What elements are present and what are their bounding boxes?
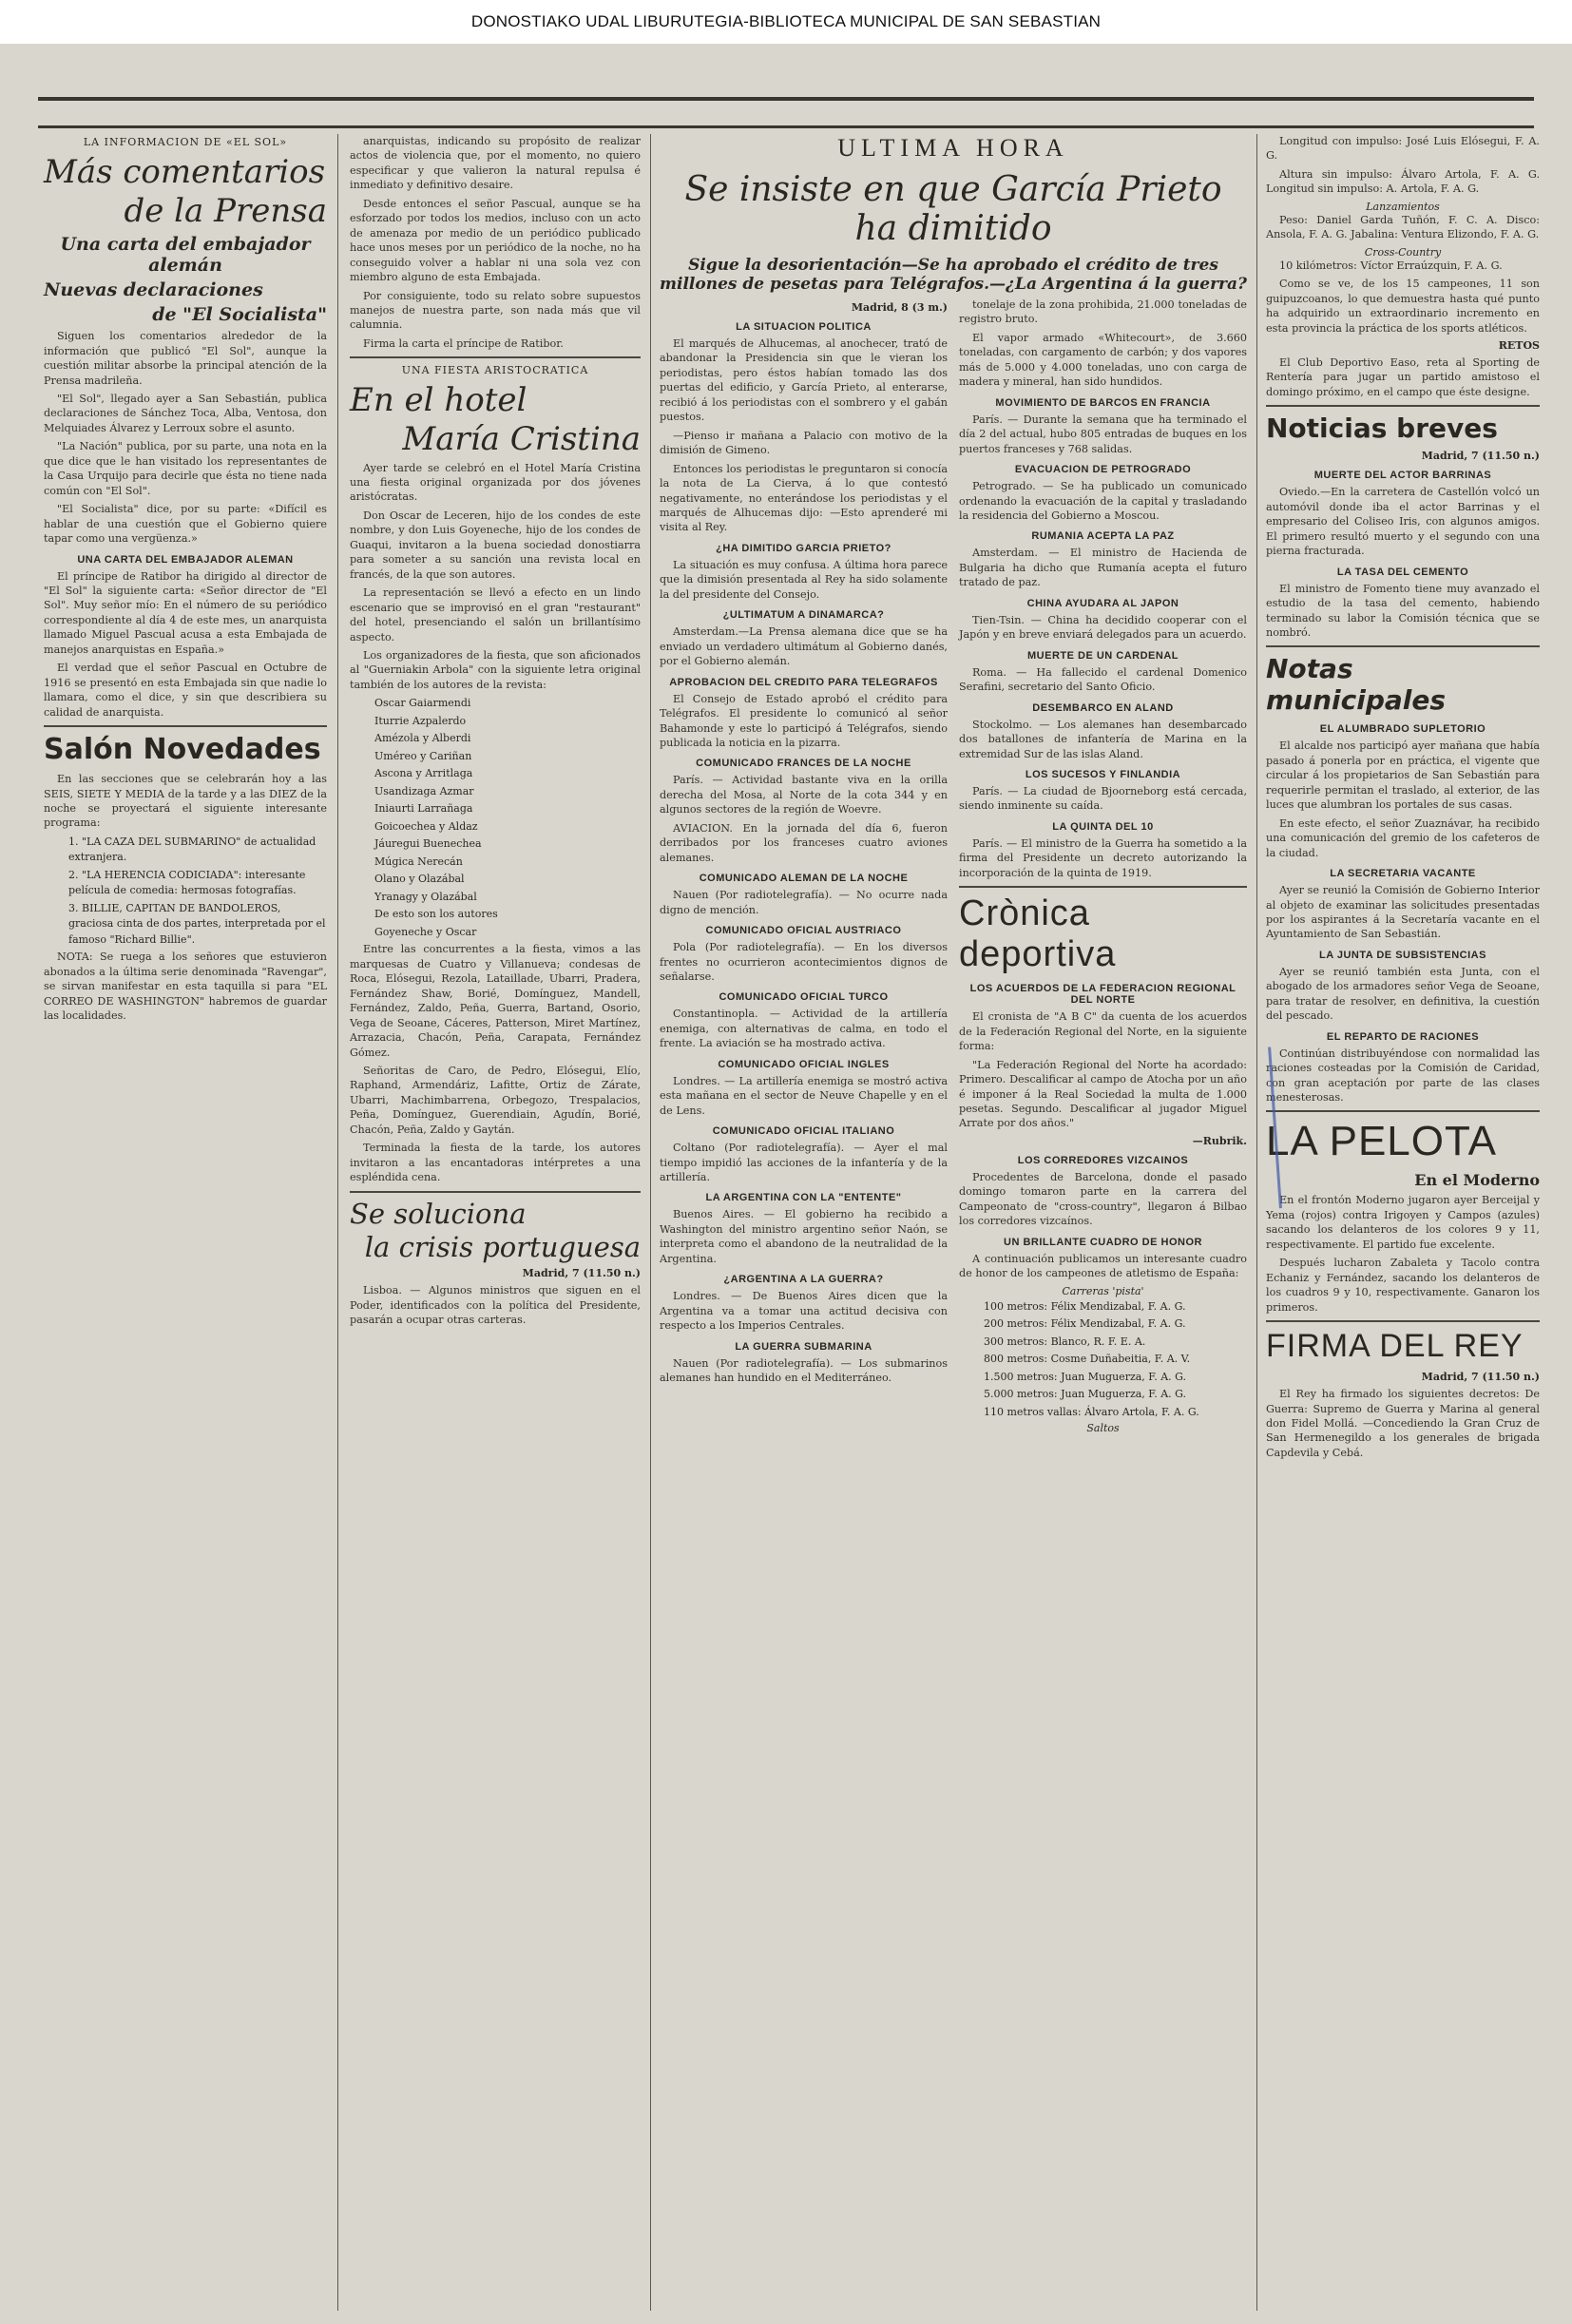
paragraph: Londres. — De Buenos Aires dicen que la Argentina va a tomar una actitud decisiva con respecto a los Imperios Centrales. — [660, 1290, 948, 1333]
section-heading: ¿HA DIMITIDO GARCIA PRIETO? — [716, 542, 891, 554]
dateline: Madrid, 7 (11.50 n.) — [1421, 450, 1540, 463]
paragraph: Nauen (Por radiotelegrafía). — Los submarinos alemanes han hundido en el Mediterráneo. — [660, 1356, 948, 1385]
paragraph: Procedentes de Barcelona, donde el pasado domingo tomaron parte en la carrera del Campeonato de "cross-country", llegaron á Bilbao los corredores vizcaínos. — [959, 1170, 1247, 1228]
section-heading: DESEMBARCO EN ALAND — [1032, 701, 1174, 714]
paragraph: Los organizadores de la fiesta, que son aficionados al "Guerniakin Arbola" con la siguiente letra original también de los autores de la revista: — [350, 648, 641, 691]
paragraph: Por consiguiente, todo su relato sobre supuestos manejos de nuestra parte, son nada más que vil calumnia. — [350, 289, 641, 332]
paragraph: Firma la carta el príncipe de Ratibor. — [363, 336, 564, 350]
paragraph: Ayer se reunió la Comisión de Gobierno Interior al objeto de examinar las solicitudes presentadas por los aspirantes á la Secretaría vacante en el Ayuntamiento de San Sebastián. — [1266, 884, 1540, 941]
kicker: LA INFORMACION DE «EL SOL» — [83, 136, 288, 148]
paragraph: París. — El ministro de la Guerra ha sometido a la firma del Presidente un decreto autorizando la incorporación de la quinta de 1919. — [959, 836, 1247, 879]
section-heading: EVACUACION DE PETROGRADO — [1014, 464, 1192, 476]
section-heading: MUERTE DEL ACTOR BARRINAS — [1313, 470, 1492, 482]
program-item: 3. BILLIE, CAPITAN DE BANDOLEROS, graciosa cinta de dos partes, interpretada por el famoso "Richard Billie". — [68, 901, 326, 946]
paragraph: El marqués de Alhucemas, al anochecer, trató de abandonar la Presidencia sin que le vieran los periodistas, pero éstos habían tomado las dos puertas del edificio, y García Prieto, al enterarse, recibió á los periodistas con el sombrero y el gabán puestos. — [660, 337, 948, 424]
section-heading: COMUNICADO OFICIAL ITALIANO — [712, 1125, 895, 1138]
section-heading: COMUNICADO ALEMAN DE LA NOCHE — [699, 873, 909, 885]
section-heading: LA GUERRA SUBMARINA — [735, 1340, 872, 1353]
paragraph: A continuación publicamos un interesante cuadro de honor de los campeones de atletismo de España: — [959, 1252, 1247, 1280]
paragraph: Siguen los comentarios alrededor de la información que publicó "El Sol", aunque la cuestión militar absorbe la principal atención de la Prensa madrileña. — [44, 330, 327, 387]
section-heading: APROBACION DEL CREDITO PARA TELEGRAFOS — [669, 676, 938, 688]
headline: Notas municipales — [1266, 653, 1447, 717]
column-divider — [1256, 134, 1257, 2311]
paragraph: AVIACION. En la jornada del día 6, fueron derribados por los franceses cuatro aviones alemanes. — [660, 821, 948, 864]
newspaper-page — [0, 44, 1572, 2324]
poem-line: Ascona y Arritlaga — [374, 767, 473, 780]
subheadline: de "El Socialista" — [152, 304, 327, 326]
paragraph: Petrogrado. — Se ha publicado un comunicado ordenando la evacuación de la capital y trasladando la residencia del Gobierno a Moscou. — [959, 480, 1247, 522]
section-heading: UNA CARTA DEL EMBAJADOR ALEMAN — [77, 553, 294, 566]
section-heading: RETOS — [1498, 338, 1540, 352]
paragraph: El cronista de "A B C" da cuenta de los acuerdos de la Federación Regional del Norte, en la siguiente forma: — [959, 1010, 1247, 1053]
paragraph: El alcalde nos participó ayer mañana que había pasado á ponerla por en práctica, el vigente que circular á los propietarios de San Sebastián para requerirle permitan el traslado, al exterior, de las luces que alumbran los portales de sus casas. — [1266, 739, 1540, 812]
paragraph: tonelaje de la zona prohibida, 21.000 toneladas de registro bruto. — [959, 298, 1247, 326]
subheadline: Una carta del embajador alemán — [60, 234, 311, 277]
section-heading: LOS ACUERDOS DE LA FEDERACION REGIONAL DEL NORTE — [969, 983, 1237, 1007]
divider — [1266, 645, 1540, 647]
column-3 — [654, 134, 1253, 2311]
section-heading: MOVIMIENTO DE BARCOS EN FRANCIA — [995, 396, 1211, 409]
section-heading: COMUNICADO OFICIAL TURCO — [719, 991, 889, 1004]
paragraph: Señoritas de Caro, de Pedro, Elósegui, Elío, Raphand, Armendáriz, Lafitte, Ortiz de Zárate, Ubarri, Machimbarrena, Orbegozo, Trespalacios, Peña, Domínguez, Guerendiain, Agudín, Borié, Chacón, Peña, Zaldo y Gaytán. — [350, 1064, 641, 1136]
list-heading: Lanzamientos — [1366, 200, 1440, 213]
masthead-rule — [38, 97, 1534, 128]
paragraph: Longitud con impulso: José Luis Elósegui, F. A. G. — [1266, 135, 1540, 163]
section-heading: LA SECRETARIA VACANTE — [1330, 868, 1476, 880]
result-line: 300 metros: Blanco, R. F. E. A. — [984, 1335, 1146, 1348]
paragraph: El verdad que el señor Pascual en Octubre de 1916 se presentó en esta Embajada sin que nadie lo llamara, como el dice, y sin que describiera su calidad de anarquista. — [44, 662, 327, 719]
paragraph: Constantinopla. — Actividad de la artillería enemiga, con alternativas de calma, en todo el frente. La aviación se ha mostrado activa. — [660, 1008, 948, 1050]
list-heading: Carreras 'pista' — [1062, 1284, 1144, 1297]
poem-line: De esto son los autores — [374, 908, 498, 921]
section-heading: COMUNICADO OFICIAL INGLES — [718, 1058, 890, 1070]
column-1 — [38, 134, 333, 2311]
paragraph: NOTA: Se ruega a los señores que estuvieron abonados a la última serie denominada "Ravengar", se sirvan manifestar en esta taquilla si para "EL CORREO DE WASHINGTON" habremos de guardar las localidades. — [44, 951, 327, 1023]
paragraph: Altura sin impulso: Álvaro Artola, F. A. G. Longitud sin impulso: A. Artola, F. A. G. — [1266, 167, 1540, 196]
paragraph: El ministro de Fomento tiene muy avanzado el estudio de la tasa del cemento, habiendo terminado su labor la Comisión técnica que se nombró. — [1266, 582, 1540, 639]
section-heading: RUMANIA ACEPTA LA PAZ — [1031, 530, 1175, 543]
list-heading: Cross-Country — [1364, 245, 1442, 259]
paragraph: En este efecto, el señor Zuaznávar, ha recibido una comunicación del gremio de los cafeteros de la ciudad. — [1266, 816, 1540, 859]
paragraph: El Consejo de Estado aprobó el crédito para Telégrafos. El presidente lo comunicó al señor Bahamonde y este lo participó á Telégrafos, siendo publicada la noticia en la pizarra. — [660, 692, 948, 749]
column-divider — [337, 134, 338, 2311]
section-heading: COMUNICADO FRANCES DE LA NOCHE — [696, 758, 911, 770]
section-heading: COMUNICADO OFICIAL AUSTRIACO — [705, 925, 902, 937]
paragraph: Roma. — Ha fallecido el cardenal Domenico Serafini, secretario del Santo Oficio. — [959, 665, 1247, 694]
paragraph: En las secciones que se celebrarán hoy a las SEIS, SIETE Y MEDIA de la tarde y a las DIEZ de la noche se proyectará el siguiente interesante programa: — [44, 773, 327, 830]
paragraph: "La Nación" publica, por su parte, una nota en la que dice que le han visitado los representantes de la Casa Urquijo para decirle que ésta no tiene nada común con "El Sol". — [44, 440, 327, 497]
paragraph: Nauen (Por radiotelegrafía). — No ocurre nada digno de mención. — [660, 889, 948, 916]
poem-line: Iturrie Azpalerdo — [374, 714, 467, 727]
paragraph: Tien-Tsin. — China ha decidido cooperar con el Japón y en breve enviará delegados para un acuerdo. — [959, 613, 1247, 642]
poem-line: Yranagy y Olazábal — [374, 890, 477, 903]
section-heading: LOS CORREDORES VIZCAINOS — [1017, 1154, 1189, 1166]
subcolumn-right — [959, 298, 1247, 1434]
column-divider — [650, 134, 651, 2311]
section-heading: MUERTE DE UN CARDENAL — [1027, 649, 1179, 662]
poem-line: Iniaurti Larrañaga — [374, 802, 473, 816]
poem-line: Amézola y Alberdi — [374, 732, 471, 745]
program-item: 2. "LA HERENCIA CODICIADA": interesante película de comedia: hermosas fotografías. — [68, 868, 306, 897]
headline: Noticias breves — [1266, 413, 1498, 445]
paragraph: "El Sol", llegado ayer a San Sebastián, publica declaraciones de Sánchez Toca, Alba, Ventosa, don Melquiades Álvarez y Lerroux sobre el asunto. — [44, 393, 327, 434]
section-heading: LOS SUCESOS Y FINLANDIA — [1025, 768, 1181, 780]
poem-line: Uméreo y Cariñan — [374, 749, 472, 762]
deck: Sigue la desorientación—Se ha aprobado el crédito de tres millones de pesetas para Telégrafos.—¿La Argentina á la guerra? — [660, 256, 1247, 294]
paragraph: Entre las concurrentes a la fiesta, vimos a las marquesas de Cuatro y Villanueva; condesas de Roca, Elósegui, Rezola, Lataillade, Ubarri, Pradera, Fernández Shaw, Borié, Domínguez, Mandell, Fernández, Zaldo, Peña, Guerra, Bartand, Osorio, Vega de Seoane, Cáceres, Patterson, Miret Martínez, Arrazacia, Chacón, Peña, Carapata, Fernández Gómez. — [350, 943, 641, 1059]
paragraph: Lisboa. — Algunos ministros que siguen en el Poder, identificados con la política del Presidente, pasarán a ocupar otras carteras. — [350, 1284, 641, 1327]
result-line: 110 metros vallas: Álvaro Artola, F. A. G. — [984, 1405, 1199, 1418]
divider — [1266, 1110, 1540, 1112]
paragraph: Stockolmo. — Los alemanes han desembarcado dos batallones de infantería de Marina en la extremidad Sur de las islas Aland. — [959, 718, 1247, 760]
poem-line: Múgica Nerecán — [374, 855, 463, 868]
headline: Más comentarios — [44, 153, 326, 191]
paragraph: Buenos Aires. — El gobierno ha recibido a Washington del ministro argentino señor Naón, se interpreta como el abandono de la neutralidad de la Argentina. — [660, 1208, 948, 1265]
headline: la crisis portuguesa — [364, 1230, 641, 1263]
subheadline: En el Moderno — [1414, 1171, 1540, 1190]
headline: de la Prensa — [124, 192, 327, 231]
result-line: 5.000 metros: Juan Muguerza, F. A. G. — [984, 1388, 1187, 1401]
divider — [350, 1191, 641, 1193]
section-heading: LA ARGENTINA CON LA "ENTENTE" — [705, 1192, 902, 1204]
paragraph: "El Socialista" dice, por su parte: «Difícil es hablar de una cuestión que el Gobierno quiere tapar como una vergüenza.» — [44, 503, 327, 546]
paragraph: París. — Actividad bastante viva en la orilla derecha del Mosa, al Norte de la cota 344 y en algunos sectores de la región de Woevre. — [660, 774, 948, 816]
paragraph: El Rey ha firmado los siguientes decretos: De Guerra: Supremo de Guerra y Marina al general don Fidel Mollá. —Concediendo la Gran Cruz de San Hermenegildo a los generales de brigada Capdevila y Cebá. — [1266, 1388, 1540, 1459]
paragraph: El príncipe de Ratibor ha dirigido al director de "El Sol" la siguiente carta: «Señor director de "El Sol". Muy señor mío: En el número de su periódico correspondiente al día 4 de este mes, un anarquista llamado Miguel Pascual acusa a esta Embajada de manejos anarquistas en España.» — [44, 569, 327, 656]
section-heading: LA TASA DEL CEMENTO — [1336, 566, 1469, 578]
headline: María Cristina — [402, 420, 641, 459]
library-name: DONOSTIAKO UDAL LIBURUTEGIA-BIBLIOTECA MUNICIPAL DE SAN SEBASTIAN — [470, 12, 1102, 30]
section-heading: ¿ARGENTINA A LA GUERRA? — [723, 1274, 884, 1286]
poem-line: Usandizaga Azmar — [374, 784, 474, 797]
headline: FIRMA DEL REY — [1266, 1328, 1524, 1365]
headline: Salón Novedades — [44, 733, 321, 767]
poem-line: Goicoechea y Aldaz — [374, 819, 478, 833]
paragraph: Don Oscar de Leceren, hijo de los condes de este nombre, y don Luis Goyeneche, hijo de los condes de Guaqui, invitaron a la buena sociedad donostiarra para someter a su sanción una revista local en francés, de la que son autores. — [350, 509, 641, 581]
paragraph: Entonces los periodistas le preguntaron si conocía la nota de La Cierva, á lo que contestó negativamente, no enterándose los periodistas y el marqués de Alhucemas dijo: —Esto aprenderé mi visita al Rey. — [660, 462, 948, 534]
paragraph: Oviedo.—En la carretera de Castellón volcó un automóvil donde iba el actor Barrinas y el empresario del Coliseo Iris, con algunos amigos. El primero resultó muerto y el segundo con una pierna fracturada. — [1266, 486, 1540, 558]
paragraph: La situación es muy confusa. A última hora parece que la dimisión presentada al Rey ha sido solamente la del presidente del Consejo. — [660, 558, 948, 601]
column-2 — [344, 134, 646, 2311]
headline: LA PELOTA — [1266, 1118, 1497, 1165]
divider — [44, 725, 327, 727]
section-heading: LA QUINTA DEL 10 — [1052, 820, 1154, 833]
headline: Crònica deportiva — [959, 893, 1117, 975]
dateline: Madrid, 8 (3 m.) — [851, 301, 948, 314]
divider — [1266, 405, 1540, 407]
paragraph: Londres. — La artillería enemiga se mostró activa esta mañana en el sector de Neuve Chapelle y en el de Lens. — [660, 1074, 948, 1117]
paragraph: Peso: Daniel Garda Tuñón, F. C. A. Disco: Ansola, F. A. G. Jabalina: Ventura Elizondo, F. A. G. — [1266, 213, 1540, 241]
byline: —Rubrik. — [1192, 1134, 1247, 1147]
section-heading: LA SITUACION POLITICA — [736, 321, 872, 333]
paragraph: Como se ve, de los 15 campeones, 11 son guipuzcoanos, lo que demuestra hasta qué punto ha adquirido un extraordinario incremento en esta provincia la práctica de los sports atléticos. — [1266, 278, 1540, 335]
paragraph: Ayer tarde se celebró en el Hotel María Cristina una fiesta original organizada por dos jóvenes aristócratas. — [350, 461, 641, 504]
divider — [959, 886, 1247, 888]
paragraph: 10 kilómetros: Víctor Erraúzquin, F. A. G. — [1279, 259, 1503, 272]
subcolumn-left — [660, 298, 948, 1434]
results-list — [959, 1299, 1247, 1421]
paragraph: Coltano (Por radiotelegrafía). — Ayer el mal tiempo impidió las acciones de la infantería y de la artillería. — [660, 1142, 948, 1184]
program-item: 1. "LA CAZA DEL SUBMARINO" de actualidad extranjera. — [68, 835, 316, 864]
paragraph: Continúan distribuyéndose con normalidad las raciones costeadas por la Comisión de Caridad, con gran aceptación por parte de las clases menesterosas. — [1266, 1047, 1540, 1104]
library-header — [0, 0, 1572, 44]
paragraph: El vapor armado «Whitecourt», de 3.660 toneladas, con cargamento de carbón; y dos vapores más de 5.000 y 4.000 toneladas, uno con carga de madera y mineral, han sido hundidos. — [959, 331, 1247, 389]
section-heading: LA JUNTA DE SUBSISTENCIAS — [1319, 949, 1486, 961]
section-heading: EL REPARTO DE RACIONES — [1326, 1030, 1480, 1043]
section-heading: EL ALUMBRADO SUPLETORIO — [1319, 723, 1486, 736]
dateline: Madrid, 7 (11.50 n.) — [522, 1267, 641, 1280]
headline: Se insiste en que García Prieto ha dimitido — [684, 170, 1222, 248]
paragraph: Terminada la fiesta de la tarde, los autores invitaron a las encantadoras intérpretes a una espléndida cena. — [350, 1142, 641, 1184]
dateline: Madrid, 7 (11.50 n.) — [1421, 1371, 1540, 1384]
paragraph: anarquistas, indicando su propósito de realizar actos de violencia que, por el momento, no quiero especificar y que valieron la natural repulsa é inmediato y definitivo desaire. — [350, 135, 641, 192]
result-line: 1.500 metros: Juan Muguerza, F. A. G. — [984, 1370, 1187, 1383]
divider — [350, 356, 641, 358]
divider — [1266, 1320, 1540, 1322]
result-line: 200 metros: Félix Mendizabal, F. A. G. — [984, 1317, 1186, 1331]
paragraph: Amsterdam. — El ministro de Hacienda de Bulgaria ha dicho que Rumanía acepta el futuro tratado de paz. — [959, 547, 1247, 589]
paragraph: "La Federación Regional del Norte ha acordado: Primero. Descalificar al campo de Atocha por un año é imponer á la Real Sociedad la multa de 1.000 pesetas. Segundo. Descalificar al jugador Miguel Arrate por dos años." — [959, 1058, 1247, 1130]
column-4 — [1260, 134, 1545, 2311]
list-heading: Saltos — [1086, 1422, 1120, 1435]
headline: Se soluciona — [350, 1197, 527, 1230]
paragraph: La representación se llevó a efecto en un lindo escenario que se improvisó en el gran "restaurant" del hotel, presenciando el salón un brillantísimo aspecto. — [350, 586, 641, 643]
poem-line: Goyeneche y Oscar — [374, 925, 477, 938]
section-banner: ULTIMA HORA — [837, 134, 1069, 162]
paragraph: París. — La ciudad de Bjoorneborg está cercada, siendo inminente su caída. — [959, 784, 1247, 813]
paragraph: —Pienso ir mañana a Palacio con motivo de la dimisión de Gimeno. — [660, 429, 948, 457]
headline: En el hotel — [350, 381, 527, 420]
result-line: 100 metros: Félix Mendizabal, F. A. G. — [984, 1299, 1186, 1313]
paragraph: Ayer se reunió también esta Junta, con el abogado de los armadores señor Vega de Seoane, para tratar de resolver, en definitiva, la cuestión del pescado. — [1266, 965, 1540, 1023]
poem-line: Olano y Olazábal — [374, 873, 465, 886]
two-column-body — [660, 298, 1247, 1434]
poem-list — [350, 696, 641, 940]
subheadline: Nuevas declaraciones — [44, 279, 263, 301]
paragraph: Pola (Por radiotelegrafía). — En los diversos frentes no ocurrieron acontecimientos dignos de señalarse. — [660, 941, 948, 983]
kicker: UNA FIESTA ARISTOCRATICA — [401, 364, 589, 377]
paragraph: París. — Durante la semana que ha terminado el día 2 del actual, hubo 805 entradas de buques en los puertos franceses y 768 salidas. — [959, 413, 1247, 455]
section-heading: CHINA AYUDARA AL JAPON — [1026, 597, 1179, 609]
paragraph: Desde entonces el señor Pascual, aunque se ha esforzado por todos los medios, incluso con un acto de amenaza por medio de un periódico publicado hace unos meses por un periódico de la noche, no ha conseguido volver a hablar ni una sola vez con miembro alguno de esta Embajada. — [350, 197, 641, 284]
poem-line: Oscar Gaiarmendi — [374, 697, 471, 710]
section-heading: ¿ULTIMATUM A DINAMARCA? — [722, 609, 885, 622]
paragraph: Después lucharon Zabaleta y Tacolo contra Echaniz y Fernández, sacando los delanteros de los cuadros 9 y 10, respectivamente. Ganaron los primeros. — [1266, 1257, 1540, 1314]
section-heading: UN BRILLANTE CUADRO DE HONOR — [1004, 1236, 1202, 1248]
poem-line: Jáuregui Buenechea — [374, 837, 482, 851]
result-line: 800 metros: Cosme Duñabeitia, F. A. V. — [984, 1353, 1191, 1366]
paragraph: Amsterdam.—La Prensa alemana dice que se ha enviado un verdadero ultimátum al Gobierno danés, por el Gobierno alemán. — [660, 625, 948, 668]
paragraph: El Club Deportivo Easo, reta al Sporting de Rentería para jugar un partido amistoso el domingo próximo, en el campo que éste designe. — [1266, 355, 1540, 398]
paragraph: En el frontón Moderno jugaron ayer Berceijal y Yema (rojos) contra Irigoyen y Campos (azules) sacando los delanteros de los colores 9 y 11, respectivamente. El partido fue excelente. — [1266, 1194, 1540, 1251]
